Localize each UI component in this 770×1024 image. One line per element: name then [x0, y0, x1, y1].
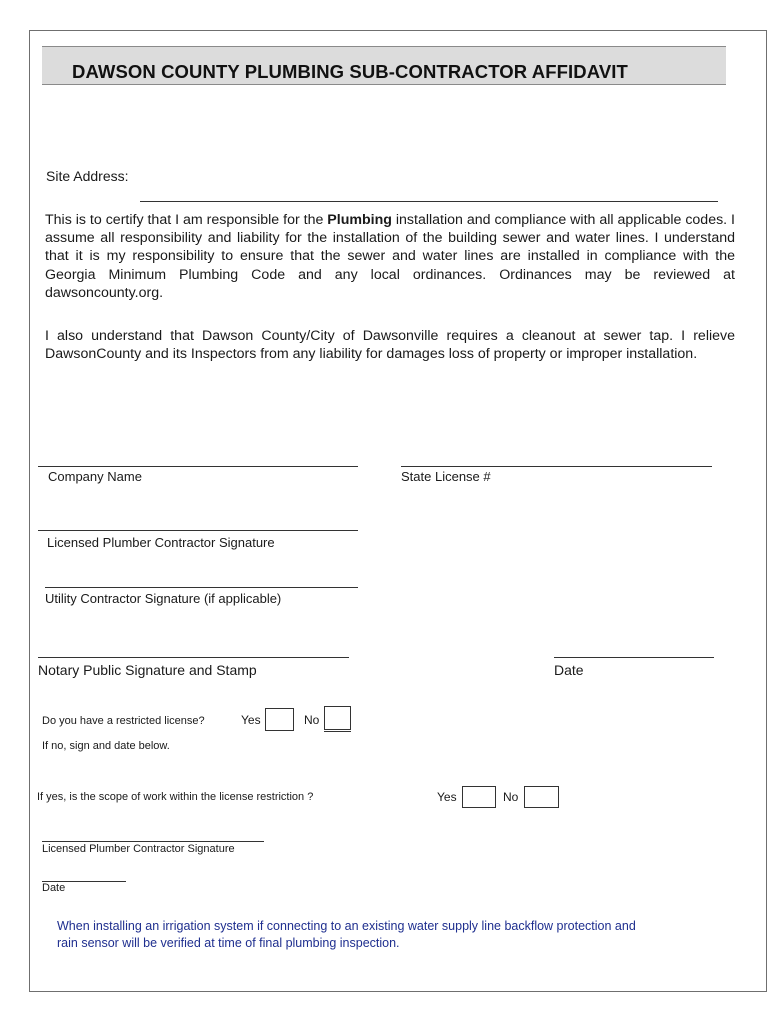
restricted-no-underline [324, 731, 351, 732]
restricted-date-label: Date [42, 882, 66, 894]
restricted-plumber-signature-line[interactable] [42, 841, 264, 842]
restricted-no-checkbox[interactable] [324, 706, 351, 730]
scope-no-checkbox[interactable] [524, 786, 559, 808]
utility-signature-label: Utility Contractor Signature (if applicable) [45, 591, 282, 606]
restricted-no-label: No [304, 713, 320, 727]
plumbing-bold: Plumbing [327, 212, 392, 228]
scope-no-label: No [503, 790, 519, 804]
site-address-label: Site Address: [46, 168, 129, 184]
restricted-plumber-signature-label: Licensed Plumber Contractor Signature [42, 843, 235, 855]
company-name-label: Company Name [48, 469, 142, 484]
restricted-yes-label: Yes [241, 713, 261, 727]
state-license-label: State License # [401, 469, 491, 484]
certification-paragraph: This is to certify that I am responsible for the Plumbing installation and compliance with all applicable codes. I assume all responsibility and liability for the installation of the building sewer and water lines. I understand that it is my responsibility to ensure that the sewer and water lines are installed in compliance with the Georgia Minimum Plumbing Code and any local ordinances. Ordinances may be reviewed at dawsoncounty.org. [45, 212, 736, 301]
notary-signature-label: Notary Public Signature and Stamp [38, 662, 257, 678]
irrigation-note: When installing an irrigation system if connecting to an existing water supply line backflow protection and rain sensor will be verified at time of final plumbing inspection. [57, 919, 636, 950]
notary-date-line[interactable] [554, 657, 714, 658]
if-no-instruction: If no, sign and date below. [42, 740, 170, 752]
plumber-signature-line[interactable] [38, 530, 358, 531]
restricted-yes-checkbox[interactable] [265, 708, 294, 731]
scope-question: If yes, is the scope of work within the license restriction ? [37, 791, 314, 803]
company-name-line[interactable] [38, 466, 358, 467]
notary-date-label: Date [554, 662, 584, 678]
scope-yes-label: Yes [437, 790, 457, 804]
scope-yes-checkbox[interactable] [462, 786, 496, 808]
notary-signature-line[interactable] [38, 657, 349, 658]
utility-signature-line[interactable] [45, 587, 358, 588]
liability-paragraph: I also understand that Dawson County/City of Dawsonville requires a cleanout at sewer tap. I relieve DawsonCounty and its Inspectors from any liability for damages loss of property or improper installation. [45, 328, 735, 363]
site-address-line[interactable] [140, 201, 718, 202]
state-license-line[interactable] [401, 466, 712, 467]
form-title: DAWSON COUNTY PLUMBING SUB-CONTRACTOR AFFIDAVIT [72, 61, 628, 82]
plumber-signature-label: Licensed Plumber Contractor Signature [47, 535, 275, 550]
restricted-question: Do you have a restricted license? [42, 715, 205, 727]
